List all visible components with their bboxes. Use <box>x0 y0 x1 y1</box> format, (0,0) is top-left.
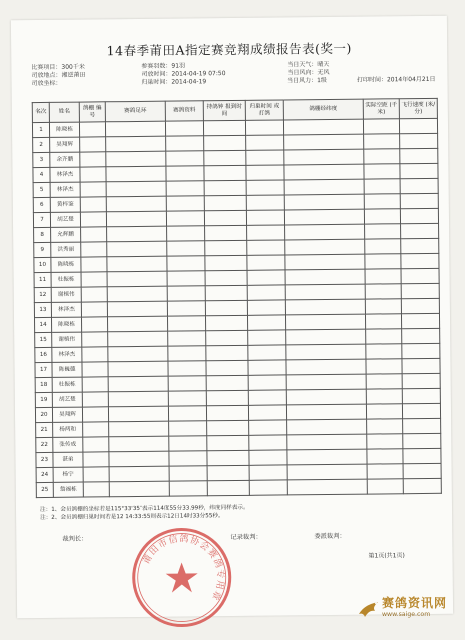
cell-arrival-time <box>246 210 284 225</box>
cell-rank: 9 <box>34 242 51 257</box>
cell-member-name: 吴翔辉 <box>50 137 80 152</box>
cell-loft-coordinates <box>284 134 364 150</box>
cell-clock-time <box>205 315 247 330</box>
cell-bird-info <box>169 466 207 481</box>
cell-member-name: 林泽杰 <box>50 167 80 182</box>
cell-speed-mpm <box>400 148 438 163</box>
cell-loft-number <box>80 167 106 182</box>
signature-line <box>62 530 442 544</box>
cell-loft-coordinates <box>284 149 364 165</box>
cell-arrival-time <box>249 480 287 495</box>
cell-loft-number <box>81 287 107 302</box>
cell-distance-km <box>365 314 401 329</box>
cell-bird-info <box>169 451 207 466</box>
cell-ring-number <box>105 121 165 137</box>
cell-arrival-time <box>247 270 285 285</box>
cell-bird-info <box>167 256 205 271</box>
cell-ring-number <box>108 391 168 407</box>
column-header: 持鸽钟 报到时间 <box>203 100 245 120</box>
cell-arrival-time <box>248 330 286 345</box>
cell-rank: 11 <box>34 272 51 287</box>
cell-rank: 20 <box>35 407 52 422</box>
cell-arrival-time <box>247 225 285 240</box>
cell-loft-number <box>82 332 108 347</box>
cell-member-name: 谢植伟 <box>52 332 82 347</box>
cell-bird-info <box>167 301 205 316</box>
cell-rank: 13 <box>34 302 51 317</box>
cell-bird-info <box>167 271 205 286</box>
cell-rank: 22 <box>36 437 53 452</box>
cell-ring-number <box>106 196 166 212</box>
cell-ring-number <box>107 286 167 302</box>
cell-ring-number <box>106 151 166 167</box>
cell-clock-time <box>207 435 249 450</box>
cell-speed-mpm <box>401 283 439 298</box>
cell-arrival-time <box>249 420 287 435</box>
cell-member-name: 吴翔辉 <box>52 407 82 422</box>
cell-loft-coordinates <box>287 449 367 465</box>
column-header: 赛鸽资料 <box>165 101 203 121</box>
cell-ring-number <box>107 226 167 242</box>
cell-ring-number <box>109 436 169 452</box>
pigeon-logo-icon <box>356 596 382 622</box>
page-title: 14春季莆田A指定赛竞翔成绩报告表(奖一) <box>106 40 352 59</box>
cell-clock-time <box>204 165 246 180</box>
cell-clock-time <box>206 405 248 420</box>
cell-speed-mpm <box>399 118 437 133</box>
cell-member-name: 余齐鹏 <box>50 152 80 167</box>
cell-ring-number <box>107 241 167 257</box>
cell-member-name: 允辉鹏 <box>51 227 81 242</box>
cell-member-name: 杨两和 <box>53 422 83 437</box>
cell-bird-info <box>166 181 204 196</box>
cell-loft-number <box>80 197 106 212</box>
cell-member-name: 林泽杰 <box>50 182 80 197</box>
cell-member-name: 林泽杰 <box>51 302 81 317</box>
cell-distance-km <box>365 239 401 254</box>
cell-loft-number <box>79 122 105 137</box>
cell-distance-km <box>364 164 400 179</box>
cell-bird-info <box>168 376 206 391</box>
cell-bird-info <box>167 226 205 241</box>
cell-rank: 7 <box>33 212 50 227</box>
cell-arrival-time <box>248 345 286 360</box>
cell-clock-time <box>205 285 247 300</box>
cell-clock-time <box>207 420 249 435</box>
cell-distance-km <box>367 449 403 464</box>
cell-distance-km <box>364 194 400 209</box>
cell-loft-number <box>83 482 109 497</box>
cell-arrival-time <box>249 435 287 450</box>
column-header: 姓名 <box>49 102 79 122</box>
cell-clock-time <box>207 480 249 495</box>
report-sheet <box>11 16 453 619</box>
cell-loft-coordinates <box>284 209 364 225</box>
cell-arrival-time <box>247 240 285 255</box>
cell-member-name: 杜振栋 <box>51 272 81 287</box>
cell-speed-mpm <box>403 463 441 478</box>
cell-clock-time <box>203 120 245 135</box>
release-site: 司放地点：湘逆莆田 <box>31 71 86 80</box>
cell-loft-coordinates <box>285 299 365 315</box>
cell-loft-coordinates <box>285 254 365 270</box>
cell-ring-number <box>107 316 167 332</box>
cell-loft-coordinates <box>287 434 367 450</box>
cell-loft-coordinates <box>285 224 365 240</box>
cell-loft-coordinates <box>284 194 364 210</box>
cell-ring-number <box>109 466 169 482</box>
watermark-url: www.saige.com <box>382 611 431 618</box>
cell-clock-time <box>206 360 248 375</box>
cell-loft-number <box>80 182 106 197</box>
entry-count: 参赛羽数：91羽 <box>141 62 186 70</box>
cell-rank: 17 <box>35 362 52 377</box>
cell-rank: 24 <box>36 467 53 482</box>
cell-distance-km <box>366 329 402 344</box>
cell-loft-number <box>82 392 108 407</box>
cell-arrival-time <box>249 465 287 480</box>
cell-loft-number <box>81 227 107 242</box>
footnotes <box>40 503 440 522</box>
cell-loft-number <box>82 377 108 392</box>
cell-ring-number <box>106 211 166 227</box>
cell-loft-coordinates <box>286 389 366 405</box>
cell-bird-info <box>167 241 205 256</box>
cell-member-name: 湛弟 <box>53 452 83 467</box>
cell-bird-info <box>169 421 207 436</box>
cell-ring-number <box>107 256 167 272</box>
cell-member-name: 张传成 <box>53 437 83 452</box>
cell-bird-info <box>169 436 207 451</box>
column-header: 实际空距 (千米) <box>363 99 399 119</box>
cell-member-name: 林泽杰 <box>52 347 82 362</box>
cell-ring-number <box>107 271 167 287</box>
cell-distance-km <box>365 299 401 314</box>
page-number: 第1页(共1页) <box>368 552 405 560</box>
cell-loft-number <box>83 467 109 482</box>
cell-loft-number <box>82 362 108 377</box>
cell-bird-info <box>166 151 204 166</box>
cell-rank: 21 <box>36 422 53 437</box>
cell-rank: 15 <box>35 332 52 347</box>
cell-speed-mpm <box>401 268 439 283</box>
cell-bird-info <box>167 316 205 331</box>
cell-loft-coordinates <box>287 479 367 495</box>
committee-label: 委派裁判： <box>314 532 346 541</box>
cell-speed-mpm <box>403 418 441 433</box>
cell-loft-number <box>80 212 106 227</box>
cell-bird-info <box>169 481 207 496</box>
cell-distance-km <box>364 134 400 149</box>
cell-loft-coordinates <box>287 419 367 435</box>
results-body <box>32 118 441 497</box>
cell-arrival-time <box>246 165 284 180</box>
print-date: 打印时间：2014年04月21日 <box>356 76 436 85</box>
cell-distance-km <box>365 254 401 269</box>
svg-text:莆田市信鸽协会赛鸽专用章: 莆田市信鸽协会赛鸽专用章 <box>141 534 225 603</box>
cell-clock-time <box>206 375 248 390</box>
cell-clock-time <box>207 465 249 480</box>
cell-clock-time <box>205 270 247 285</box>
cell-ring-number <box>106 166 166 182</box>
cell-arrival-time <box>249 450 287 465</box>
cell-distance-km <box>366 404 402 419</box>
cell-bird-info <box>168 391 206 406</box>
cell-ring-number <box>108 376 168 392</box>
cell-member-name: 杜振栋 <box>52 377 82 392</box>
cell-arrival-time <box>246 135 284 150</box>
cell-member-name: 谢植伟 <box>51 287 81 302</box>
cell-bird-info <box>166 136 204 151</box>
column-header: 赛鸽足环 <box>105 101 165 122</box>
cell-loft-coordinates <box>283 119 363 135</box>
cell-speed-mpm <box>401 253 439 268</box>
cell-member-name: 洪秀丽 <box>51 242 81 257</box>
release-coords: 司放坐标： <box>31 80 62 88</box>
cell-ring-number <box>108 331 168 347</box>
cell-loft-coordinates <box>285 269 365 285</box>
cell-loft-number <box>81 257 107 272</box>
cell-loft-coordinates <box>285 239 365 255</box>
cell-distance-km <box>366 359 402 374</box>
cell-clock-time <box>204 210 246 225</box>
cell-distance-km <box>365 269 401 284</box>
cell-ring-number <box>109 481 169 497</box>
cell-distance-km <box>364 179 400 194</box>
cell-distance-km <box>367 479 403 494</box>
cell-arrival-time <box>247 315 285 330</box>
cell-speed-mpm <box>403 478 441 493</box>
cell-ring-number <box>106 136 166 152</box>
cell-loft-coordinates <box>287 464 367 480</box>
cell-bird-info <box>168 361 206 376</box>
cell-loft-coordinates <box>286 374 366 390</box>
cell-ring-number <box>108 346 168 362</box>
cell-arrival-time <box>246 180 284 195</box>
cell-loft-number <box>83 452 109 467</box>
cell-member-name: 陈晓栋 <box>51 257 81 272</box>
cell-distance-km <box>366 374 402 389</box>
column-header: 鸽棚 编号 <box>79 102 105 122</box>
cell-ring-number <box>106 181 166 197</box>
recorder-label: 记录裁判： <box>230 533 262 542</box>
cell-clock-time <box>206 345 248 360</box>
cell-rank: 14 <box>34 317 51 332</box>
cell-loft-coordinates <box>285 314 365 330</box>
column-header: 名次 <box>32 102 49 122</box>
cell-loft-number <box>80 137 106 152</box>
cell-bird-info <box>168 346 206 361</box>
cell-distance-km <box>365 224 401 239</box>
race-meta <box>31 60 435 89</box>
cell-arrival-time <box>246 195 284 210</box>
cell-distance-km <box>363 119 399 134</box>
cell-rank: 23 <box>36 452 53 467</box>
cell-distance-km <box>367 434 403 449</box>
cell-bird-info <box>166 211 204 226</box>
cell-loft-number <box>83 437 109 452</box>
cell-speed-mpm <box>400 133 438 148</box>
cell-speed-mpm <box>401 298 439 313</box>
wind-direction: 当日风向：无风 <box>287 69 330 77</box>
cell-loft-number <box>81 317 107 332</box>
cell-loft-number <box>80 152 106 167</box>
cell-loft-number <box>81 302 107 317</box>
cell-bird-info <box>166 166 204 181</box>
cell-member-name: 陈巍德 <box>52 362 82 377</box>
watermark-brand: 赛鸽资讯网 <box>382 596 448 610</box>
cell-clock-time <box>205 255 247 270</box>
cell-rank: 4 <box>33 167 50 182</box>
wind-force: 当日风力：1级 <box>287 77 327 85</box>
cell-speed-mpm <box>400 193 438 208</box>
cell-distance-km <box>364 209 400 224</box>
cell-loft-number <box>82 347 108 362</box>
cell-speed-mpm <box>402 358 440 373</box>
cell-member-name: 翁福栋 <box>53 482 83 497</box>
cell-arrival-time <box>248 390 286 405</box>
site-watermark <box>352 594 462 638</box>
cell-rank: 1 <box>32 122 49 137</box>
cell-distance-km <box>365 284 401 299</box>
note-line: 注：2、会员鸽棚归巢时间若是12 14:33:55则表示12日14时33分55秒。 <box>40 512 224 521</box>
cell-arrival-time <box>247 255 285 270</box>
cell-speed-mpm <box>400 178 438 193</box>
cell-speed-mpm <box>402 388 440 403</box>
cell-rank: 25 <box>36 482 53 497</box>
cell-arrival-time <box>246 150 284 165</box>
cell-clock-time <box>204 195 246 210</box>
cell-ring-number <box>108 406 168 422</box>
cell-speed-mpm <box>402 343 440 358</box>
cell-clock-time <box>206 390 248 405</box>
cell-bird-info <box>168 331 206 346</box>
cell-member-name: 陈晓栋 <box>51 317 81 332</box>
cell-rank: 16 <box>35 347 52 362</box>
cell-member-name: 胡艺楚 <box>52 392 82 407</box>
cell-rank: 18 <box>35 377 52 392</box>
cell-clock-time <box>204 180 246 195</box>
cell-arrival-time <box>248 375 286 390</box>
cell-clock-time <box>204 135 246 150</box>
cell-loft-coordinates <box>286 359 366 375</box>
cell-speed-mpm <box>402 373 440 388</box>
cell-arrival-time <box>248 360 286 375</box>
cell-bird-info <box>166 196 204 211</box>
cell-clock-time <box>206 330 248 345</box>
official-seal-stamp <box>128 524 235 631</box>
cell-member-name: 陈晓栋 <box>49 122 79 137</box>
cell-loft-coordinates <box>286 404 366 420</box>
cell-clock-time <box>205 300 247 315</box>
cell-ring-number <box>109 451 169 467</box>
cell-member-name: 胡艺楚 <box>50 212 80 227</box>
cell-member-name: 黄梓鉴 <box>50 197 80 212</box>
column-header: 飞行速度 (米/分) <box>399 98 437 118</box>
cell-rank: 6 <box>33 197 50 212</box>
cell-rank: 12 <box>34 287 51 302</box>
cell-clock-time <box>207 450 249 465</box>
cell-loft-coordinates <box>284 164 364 180</box>
cell-speed-mpm <box>403 448 441 463</box>
cell-loft-coordinates <box>284 179 364 195</box>
cell-clock-time <box>204 150 246 165</box>
column-header: 鸽棚经纬度 <box>283 99 363 120</box>
cell-bird-info <box>168 406 206 421</box>
cell-loft-number <box>81 272 107 287</box>
weather: 当日天气：晴天 <box>287 60 330 69</box>
cell-arrival-time <box>247 300 285 315</box>
cell-rank: 2 <box>33 137 50 152</box>
cell-ring-number <box>108 361 168 377</box>
cell-ring-number <box>109 421 169 437</box>
cell-clock-time <box>205 240 247 255</box>
cell-loft-number <box>81 242 107 257</box>
cell-speed-mpm <box>400 208 438 223</box>
cell-bird-info <box>167 286 205 301</box>
cell-distance-km <box>367 419 403 434</box>
cell-loft-coordinates <box>286 329 366 345</box>
cell-clock-time <box>205 225 247 240</box>
cell-speed-mpm <box>402 403 440 418</box>
cell-loft-coordinates <box>285 284 365 300</box>
cell-rank: 5 <box>33 182 50 197</box>
cell-distance-km <box>364 149 400 164</box>
cell-rank: 3 <box>33 152 50 167</box>
cell-distance-km <box>366 344 402 359</box>
release-time: 司放时间：2014-04-19 07:50 <box>141 70 226 79</box>
return-date: 归巢时间：2014-04-19 <box>141 78 207 87</box>
cell-speed-mpm <box>403 433 441 448</box>
referee-label: 裁判长： <box>62 535 88 543</box>
cell-member-name: 杨宁 <box>53 467 83 482</box>
note-line: 注：1、会员鸽棚的坐标若是115°33'35″表示114度55分33.99秒，纬度同样表示。 <box>39 504 249 514</box>
cell-speed-mpm <box>402 328 440 343</box>
race-project: 比赛项目：300千米 <box>31 63 85 72</box>
cell-speed-mpm <box>401 313 439 328</box>
cell-loft-coordinates <box>286 344 366 360</box>
cell-loft-number <box>83 422 109 437</box>
cell-distance-km <box>367 464 403 479</box>
cell-loft-number <box>82 407 108 422</box>
cell-arrival-time <box>247 285 285 300</box>
cell-bird-info <box>165 121 203 136</box>
cell-speed-mpm <box>401 238 439 253</box>
cell-speed-mpm <box>401 223 439 238</box>
cell-distance-km <box>366 389 402 404</box>
column-header: 归巢时间 或打鸽 <box>245 100 283 120</box>
cell-arrival-time <box>248 405 286 420</box>
table-row <box>36 478 441 497</box>
cell-ring-number <box>107 301 167 317</box>
cell-rank: 19 <box>35 392 52 407</box>
cell-arrival-time <box>245 120 283 135</box>
cell-rank: 8 <box>34 227 51 242</box>
cell-rank: 10 <box>34 257 51 272</box>
results-table <box>32 98 442 498</box>
cell-speed-mpm <box>400 163 438 178</box>
